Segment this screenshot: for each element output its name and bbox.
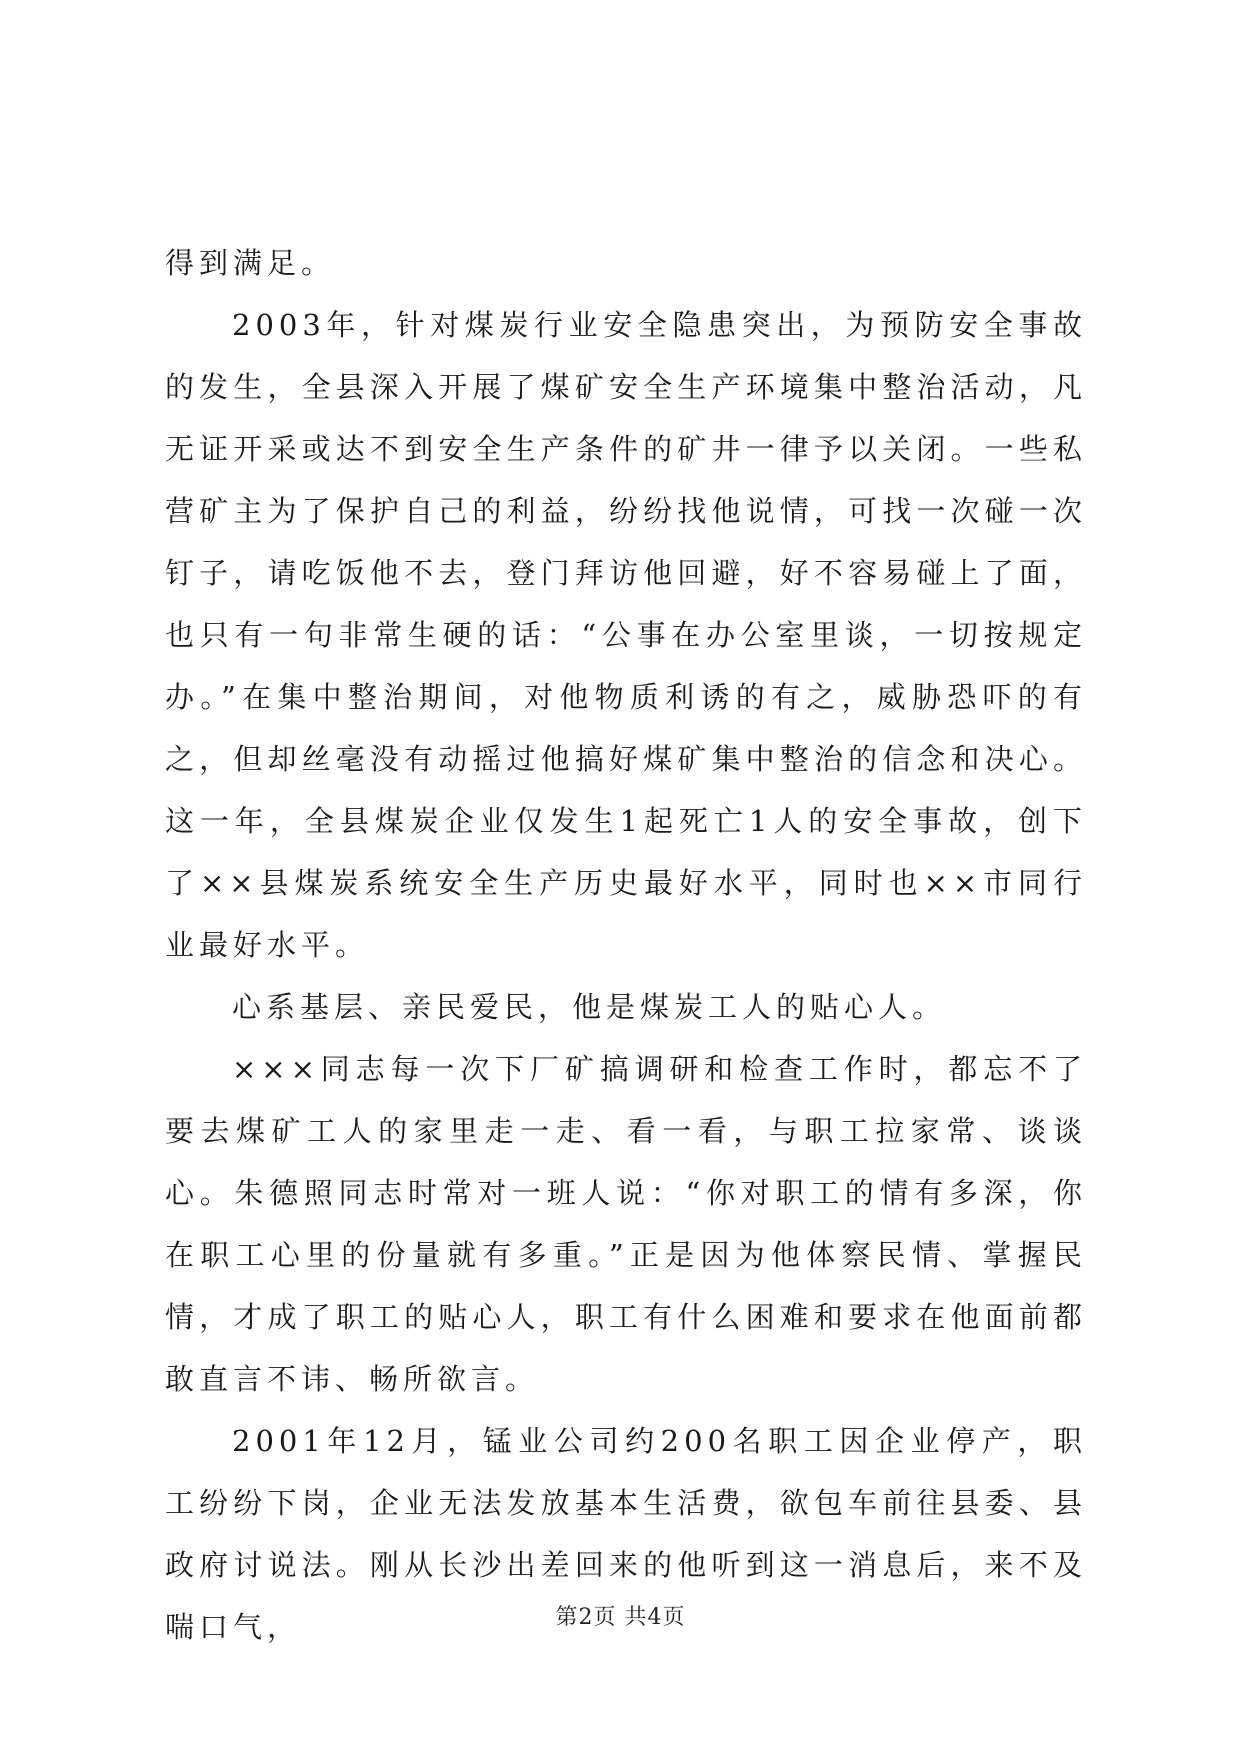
paragraph: ×××同志每一次下厂矿搞调研和检查工作时，都忘不了要去煤矿工人的家里走一走、看一看，与职工拉家常、谈谈心。朱德照同志时常对一班人说：“你对职工的情有多深，你在职工心里的份量就有多重。”正是因为他体察民情、掌握民情，才成了职工的贴心人，职工有什么困难和要求在他面前都敢直言不讳、畅所欲言。: [165, 1052, 1087, 1396]
paragraph: 2001年12月，锰业公司约200名职工因企业停产，职工纷纷下岗，企业无法发放基本生活费，欲包车前往县委、县政府讨说法。刚从长沙出差回来的他听到这一消息后，来不及喘口气，: [165, 1424, 1087, 1644]
paragraph: 2003年，针对煤炭行业安全隐患突出，为预防安全事故的发生，全县深入开展了煤矿安全生产环境集中整治活动，凡无证开采或达不到安全生产条件的矿井一律予以关闭。一些私营矿主为了保护自己的利益，纷纷找他说情，可找一次碰一次钉子，请吃饭他不去，登门拜访他回避，好不容易碰上了面，也只有一句非常生硬的话：“公事在办公室里谈，一切按规定办。”在集中整治期间，对他物质利诱的有之，威胁恐吓的有之，但却丝毫没有动摇过他搞好煤矿集中整治的信念和决心。这一年，全县煤炭企业仅发生1起死亡1人的安全事故，创下了××县煤炭系统安全生产历史最好水平，同时也××市同行业最好水平。: [165, 308, 1087, 962]
document-body: [165, 232, 1087, 1658]
page-number-footer: 第2页 共4页: [555, 1605, 686, 1630]
paragraph: 得到满足。: [165, 246, 336, 280]
paragraph: 心系基层、亲民爱民，他是煤炭工人的贴心人。: [232, 990, 947, 1024]
